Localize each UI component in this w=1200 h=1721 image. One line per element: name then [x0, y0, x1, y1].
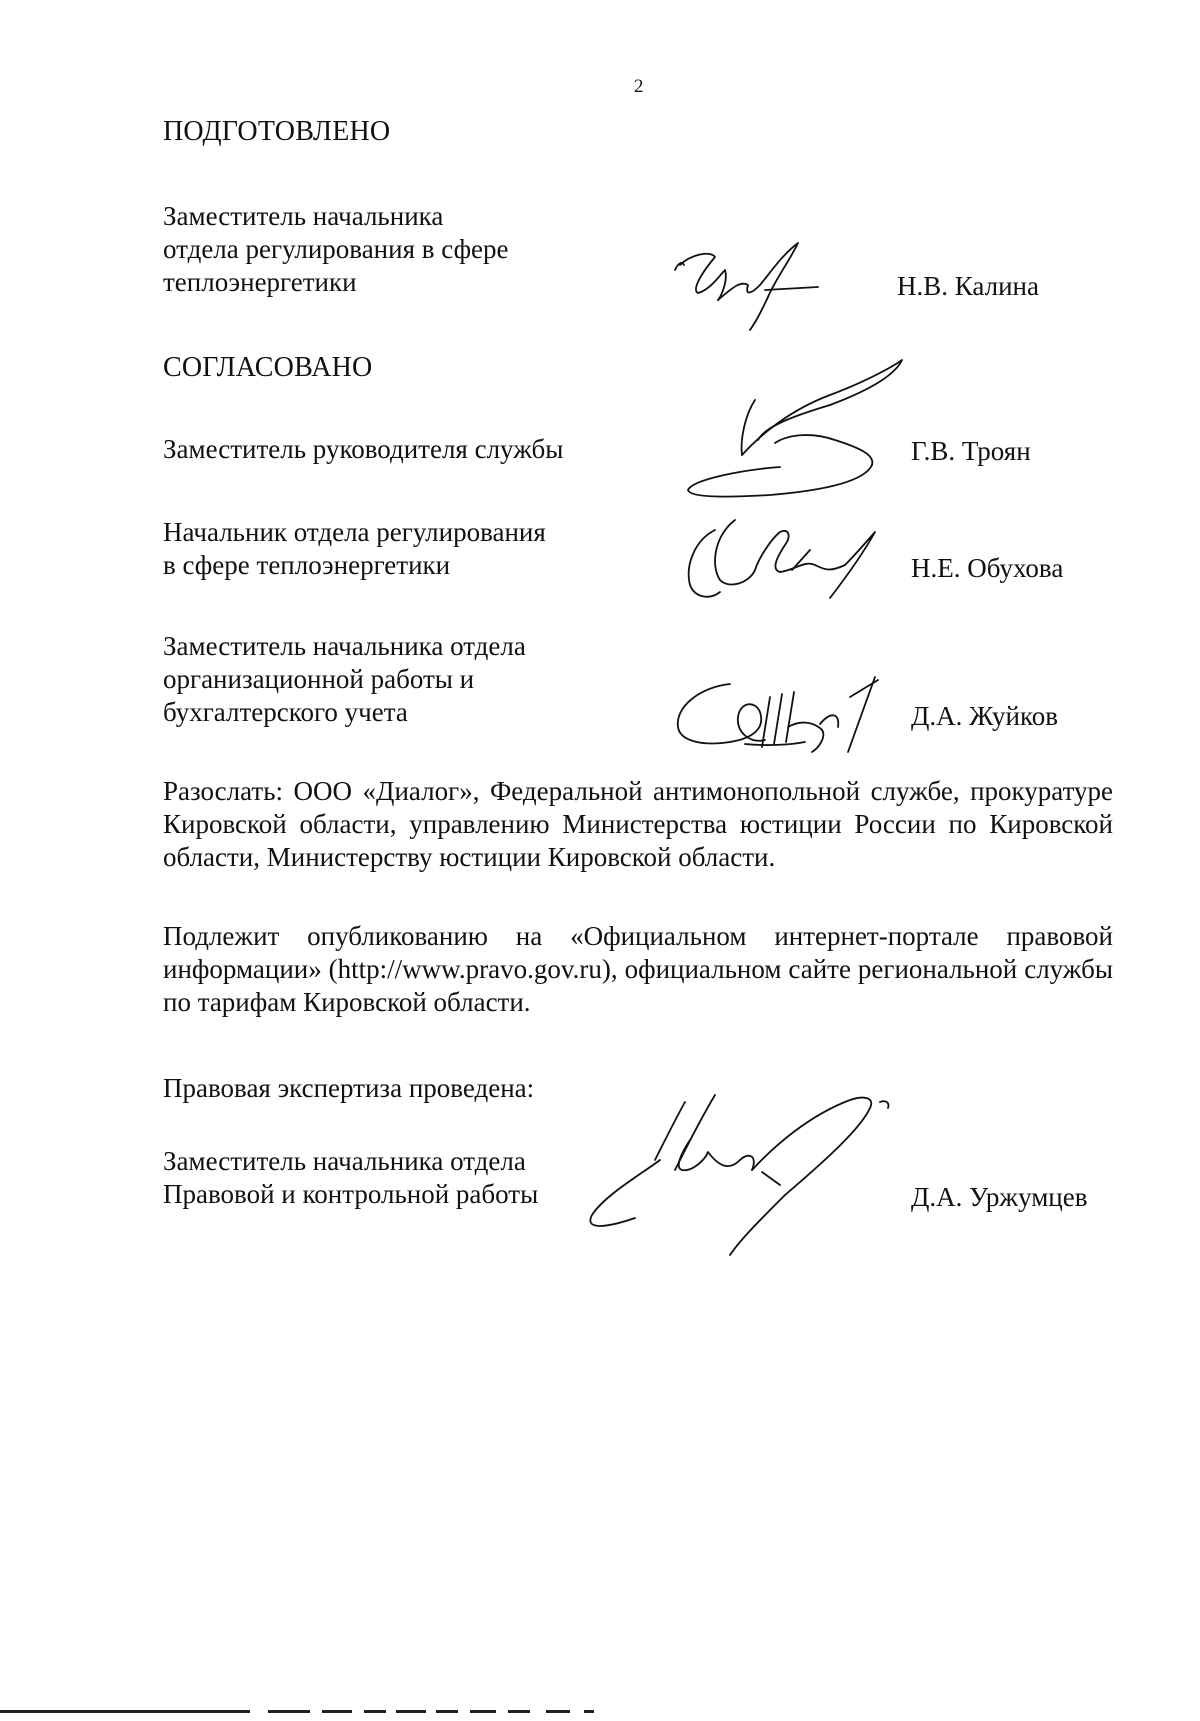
agreed-signer-1-position-line-1: Заместитель руководителя службы: [163, 434, 564, 464]
distribution-text: Разослать: ООО «Диалог», Федеральной антимонопольной службе, прокуратуре Кировской области, управлению Министерства юстиции России по Кировской области, Министерству юстиции Кировской области.: [163, 776, 1113, 872]
agreed-signer-2-position-line-1: Начальник отдела регулирования: [163, 517, 546, 547]
agreed-signer-3-name: Д.А. Жуйков: [911, 701, 1058, 731]
agreed-signer-2-name: Н.Е. Обухова: [911, 553, 1064, 583]
signature-kalina: [670, 235, 830, 335]
publication-text: Подлежит опубликованию на «Официальном интернет-портале правовой информации» (http://www.pravo.gov.ru), официальном сайте региональной службы по тарифам Кировской области.: [163, 921, 1113, 1017]
agreed-signer-3-position-line-2: организационной работы и: [163, 664, 475, 694]
signature-troyan: [680, 355, 910, 505]
prepared-heading: ПОДГОТОВЛЕНО: [163, 116, 391, 147]
agreed-signer-3-position-line-3: бухгалтерского учета: [163, 697, 408, 727]
signature-urzhumtsev: [580, 1090, 910, 1260]
signature-obukhova: [680, 510, 880, 605]
prepared-position-line-3: теплоэнергетики: [163, 267, 357, 297]
legal-review-position-line-2: Правовой и контрольной работы: [163, 1179, 539, 1209]
agreed-signer-1-name: Г.В. Троян: [911, 436, 1031, 466]
legal-review-heading: Правовая экспертиза проведена:: [163, 1073, 535, 1103]
agreed-signer-2-position-line-2: в сфере теплоэнергетики: [163, 550, 451, 580]
agreed-signer-3-position-line-1: Заместитель начальника отдела: [163, 631, 526, 661]
page-number: 2: [634, 76, 644, 97]
prepared-signer-name: Н.В. Калина: [897, 271, 1039, 301]
footer-rule: [0, 1710, 600, 1714]
prepared-position-line-2: отдела регулирования в сфере: [163, 234, 509, 264]
prepared-position-line-1: Заместитель начальника: [163, 201, 444, 231]
legal-review-position-line-1: Заместитель начальника отдела: [163, 1146, 526, 1176]
signature-zhuikov: [670, 672, 890, 757]
agreed-heading: СОГЛАСОВАНО: [163, 352, 373, 383]
legal-review-signer-name: Д.А. Уржумцев: [911, 1182, 1088, 1212]
